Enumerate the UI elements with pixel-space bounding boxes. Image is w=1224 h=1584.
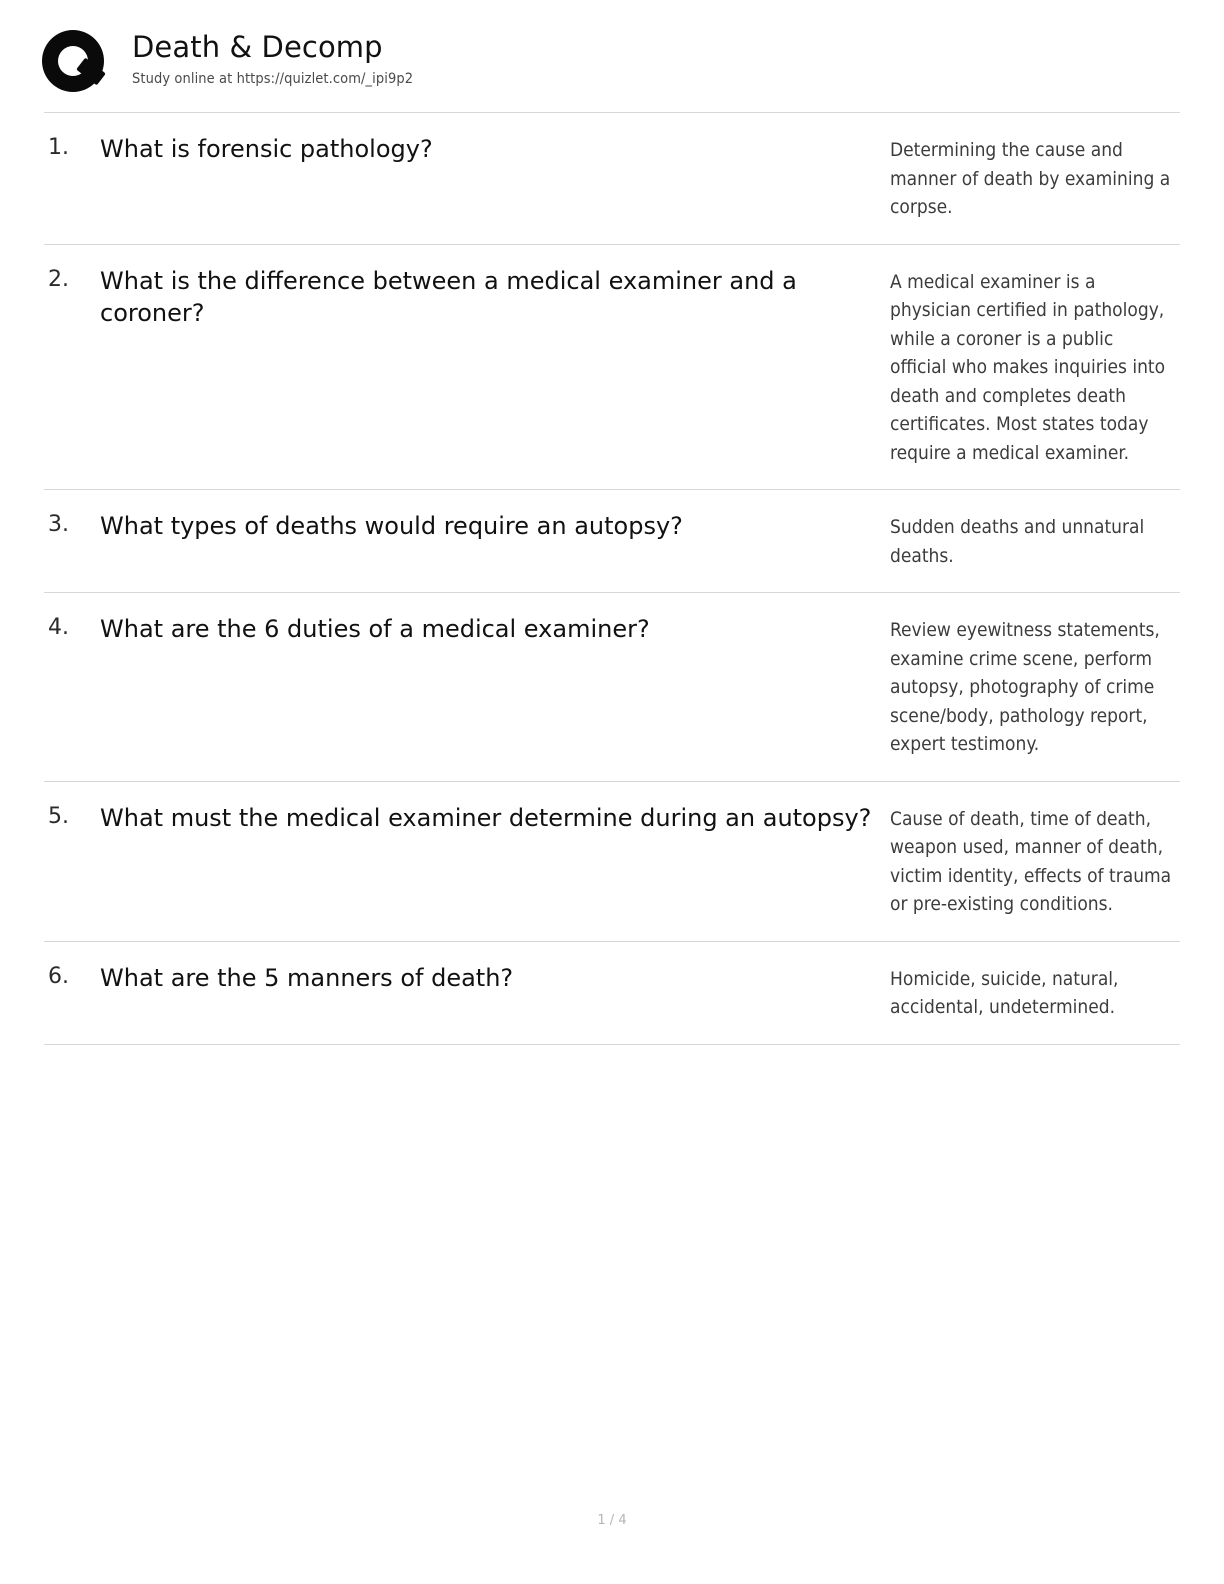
card-term: What types of deaths would require an autopsy?	[100, 512, 683, 540]
card-definition: Determining the cause and manner of death by examining a corpse.	[890, 139, 1171, 218]
card-definition: Homicide, suicide, natural, accidental, undetermined.	[890, 967, 1119, 1018]
table-row	[44, 245, 1180, 491]
page-number: 1 / 4	[597, 1513, 627, 1528]
document-header	[44, 26, 1180, 112]
flashcard-list	[44, 112, 1180, 1045]
card-definition: Cause of death, time of death, weapon used, manner of death, victim identity, effects of trauma or pre-existing conditions.	[890, 807, 1172, 915]
card-number: 3.	[48, 512, 69, 537]
card-term: What are the 5 manners of death?	[100, 963, 514, 992]
table-row	[44, 490, 1180, 593]
card-number: 2.	[48, 266, 69, 292]
card-term: What must the medical examiner determine during an autopsy?	[100, 803, 872, 832]
card-number: 4.	[48, 615, 69, 640]
page-title: Death & Decomp	[132, 30, 383, 64]
table-row	[44, 593, 1180, 782]
quizlet-q-logo-icon	[40, 28, 114, 102]
card-number: 1.	[48, 135, 69, 160]
card-definition: A medical examiner is a physician certified in pathology, while a coroner is a public official who makes inquiries into death and completes death certificates. Most states today require a medical examiner.	[890, 270, 1166, 464]
card-number: 5.	[48, 803, 69, 829]
study-link: Study online at https://quizlet.com/_ipi9p2	[132, 70, 414, 87]
table-row	[44, 113, 1180, 245]
card-definition: Sudden deaths and unnatural deaths.	[890, 516, 1145, 567]
card-term: What is forensic pathology?	[100, 135, 433, 163]
card-definition: Review eyewitness statements, examine crime scene, perform autopsy, photography of crime scene/body, pathology report, expert testimony.	[890, 619, 1160, 755]
card-term: What is the difference between a medical examiner and a coroner?	[100, 266, 797, 327]
header-text-block	[132, 26, 413, 87]
card-number: 6.	[48, 963, 69, 989]
table-row	[44, 782, 1180, 942]
card-term: What are the 6 duties of a medical examiner?	[100, 615, 650, 643]
table-row	[44, 942, 1180, 1045]
